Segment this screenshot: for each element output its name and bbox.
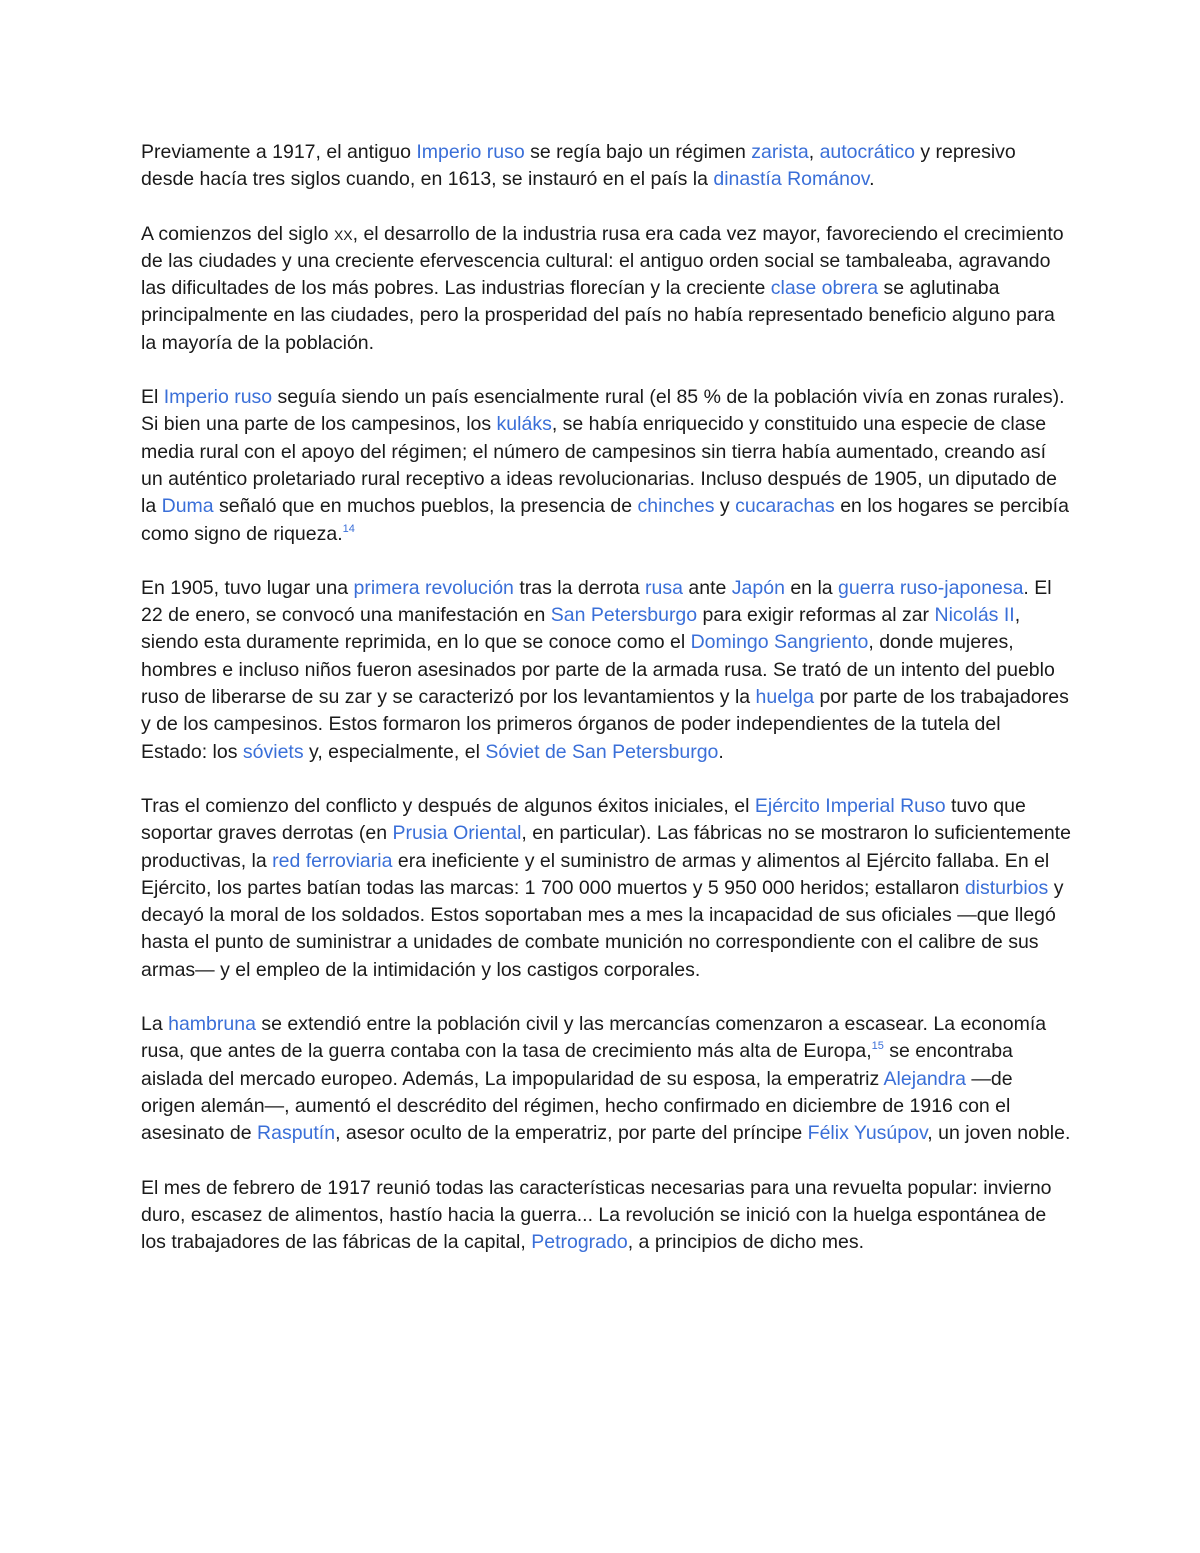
article-link[interactable]: Japón <box>731 576 785 599</box>
reference-superscript[interactable]: 14 <box>342 522 355 535</box>
article-link[interactable]: autocrático <box>819 141 915 163</box>
paragraph-text: Previamente a 1917, el antiguo <box>141 141 417 163</box>
paragraph <box>141 221 1071 357</box>
paragraph <box>141 384 1071 548</box>
paragraph-text: La <box>141 1013 169 1036</box>
paragraph-text: señaló que en muchos pueblos, la presencia de <box>213 495 638 518</box>
article-link[interactable]: Domingo Sangriento <box>690 631 869 654</box>
article-link[interactable]: dinastía Románov <box>713 168 870 191</box>
paragraph-text: —de origen alemán—, aumentó el descrédito del régimen, hecho confirmado en diciembre de 1916 con el asesinato de <box>141 1067 1013 1145</box>
paragraph <box>141 139 1071 194</box>
article-link[interactable]: Ejército Imperial Ruso <box>754 794 946 817</box>
reference-superscript[interactable]: 15 <box>871 1040 884 1053</box>
paragraph-text: , a principios de dicho mes. <box>627 1231 865 1254</box>
article-link[interactable]: huelga <box>755 686 815 709</box>
article-link[interactable]: Nicolás II <box>934 604 1015 627</box>
article-link[interactable]: guerra ruso-japonesa <box>838 576 1024 599</box>
paragraph-text: por parte de los trabajadores y de los campesinos. Estos formaron los primeros órganos de poder independientes de la tutela del Estado: los <box>141 686 1069 763</box>
paragraph-text: ante <box>682 576 732 599</box>
paragraph-text: , un joven noble. <box>927 1122 1071 1145</box>
paragraph-text: . El 22 de enero, se convocó una manifestación en <box>141 576 1052 627</box>
paragraph-text: y, especialmente, el <box>303 740 486 763</box>
article-link[interactable]: Duma <box>161 495 214 518</box>
document-body <box>141 139 1071 1283</box>
paragraph-text: se aglutinaba principalmente en las ciudades, pero la prosperidad del país no había representado beneficio alguno para la mayoría de la población. <box>141 277 1055 354</box>
article-link[interactable]: primera revolución <box>353 576 514 599</box>
century-numeral: xx <box>333 222 353 245</box>
article-link[interactable]: Prusia Oriental <box>392 822 522 845</box>
paragraph <box>141 1011 1071 1147</box>
article-link[interactable]: Sóviet de San Petersburgo <box>485 740 719 763</box>
article-link[interactable]: disturbios <box>964 876 1049 899</box>
article-link[interactable]: Félix Yusúpov <box>807 1122 928 1145</box>
article-link[interactable]: clase obrera <box>770 277 879 300</box>
paragraph-text: , se había enriquecido y constituido una especie de clase media rural con el apoyo del régimen; el número de campesinos sin tierra había aumentado, creando así un auténtico proletariado rural receptivo a ideas revolucionarias. Incluso después de 1905, un diputado de la <box>141 413 1058 518</box>
article-link[interactable]: kuláks <box>496 413 552 436</box>
paragraph-text: En 1905, tuvo lugar una <box>141 576 354 599</box>
paragraph-text: y <box>714 495 736 518</box>
article-link[interactable]: red ferroviaria <box>272 849 393 872</box>
paragraph-text: , siendo esta duramente reprimida, en lo que se conoce como el <box>141 604 1021 654</box>
paragraph-text: se regía bajo un régimen <box>524 141 752 163</box>
article-link[interactable]: hambruna <box>168 1013 256 1036</box>
article-link[interactable]: cucarachas <box>735 495 835 518</box>
article-link[interactable]: chinches <box>637 495 715 518</box>
paragraph <box>141 793 1071 984</box>
paragraph-text: El <box>141 386 164 409</box>
article-link[interactable]: Imperio ruso <box>416 141 525 163</box>
article-link[interactable]: Imperio ruso <box>163 386 273 409</box>
paragraph-text: El mes de febrero de 1917 reunió todas las características necesarias para una revuelta popular: invierno duro, escasez de alimentos, hastío hacia la guerra... La revolución se inició con la huelga espontánea de los trabajadores de las fábricas de la capital, <box>141 1176 1052 1254</box>
paragraph-text: , en particular). Las fábricas no se mostraron lo suficientemente productivas, la <box>141 822 1071 872</box>
paragraph-text: era ineficiente y el suministro de armas y alimentos al Ejército fallaba. En el Ejército, los partes batían todas las marcas: 1 700 000 muertos y 5 950 000 heridos; estallaron <box>141 849 1050 899</box>
paragraph-text: tuvo que soportar graves derrotas (en <box>141 794 1026 845</box>
article-link[interactable]: Petrogrado <box>531 1231 628 1254</box>
paragraph-text: , asesor oculto de la emperatriz, por parte del príncipe <box>335 1122 808 1145</box>
article-link[interactable]: Alejandra <box>883 1067 966 1090</box>
paragraph-text: seguía siendo un país esencialmente rural (el 85 % de la población vivía en zonas rurales). Si bien una parte de los campesinos, los <box>141 386 1065 436</box>
article-link[interactable]: sóviets <box>242 740 304 763</box>
article-link[interactable]: rusa <box>645 576 683 599</box>
paragraph-text: en los hogares se percibía como signo de riqueza. <box>141 495 1069 545</box>
paragraph-text: A comienzos del siglo <box>141 222 334 245</box>
paragraph-text: se extendió entre la población civil y las mercancías comenzaron a escasear. La economía rusa, que antes de la guerra contaba con la tasa de crecimiento más alta de Europa, <box>141 1013 1047 1063</box>
paragraph <box>141 1175 1071 1257</box>
paragraph-text: se encontraba aislada del mercado europeo. Además, La impopularidad de su esposa, la emperatriz <box>141 1040 1013 1090</box>
paragraph-text: tras la derrota <box>513 576 646 599</box>
paragraph-text: en la <box>784 576 839 599</box>
paragraph-text: . <box>718 740 724 763</box>
article-link[interactable]: San Petersburgo <box>550 604 698 627</box>
paragraph-text: , <box>808 141 820 163</box>
paragraph-text: para exigir reformas al zar <box>697 604 935 627</box>
paragraph-text: , el desarrollo de la industria rusa era cada vez mayor, favoreciendo el crecimiento de las ciudades y una creciente efervescencia cultural: el antiguo orden social se tambaleaba, agravando las dificultades de los más pobres. Las industrias florecían y la creciente <box>141 222 1064 300</box>
paragraph <box>141 575 1071 766</box>
paragraph-text: y represivo desde hacía tres siglos cuando, en 1613, se instauró en el país la <box>141 141 1016 191</box>
paragraph-text: Tras el comienzo del conflicto y después de algunos éxitos iniciales, el <box>141 794 755 817</box>
paragraph-text: y decayó la moral de los soldados. Estos soportaban mes a mes la incapacidad de sus oficiales —que llegó hasta el punto de suministrar a unidades de combate munición no correspondiente con el calibre de sus armas— y el empleo de la intimidación y los castigos corporales. <box>141 876 1064 981</box>
article-link[interactable]: Rasputín <box>257 1122 336 1145</box>
paragraph-text: , donde mujeres, hombres e incluso niños fueron asesinados por parte de la armada rusa. Se trató de un intento del pueblo ruso de liberarse de su zar y se caracterizó por los levantamientos y la <box>141 631 1055 709</box>
article-link[interactable]: zarista <box>751 141 809 163</box>
paragraph-text: . <box>869 168 875 191</box>
